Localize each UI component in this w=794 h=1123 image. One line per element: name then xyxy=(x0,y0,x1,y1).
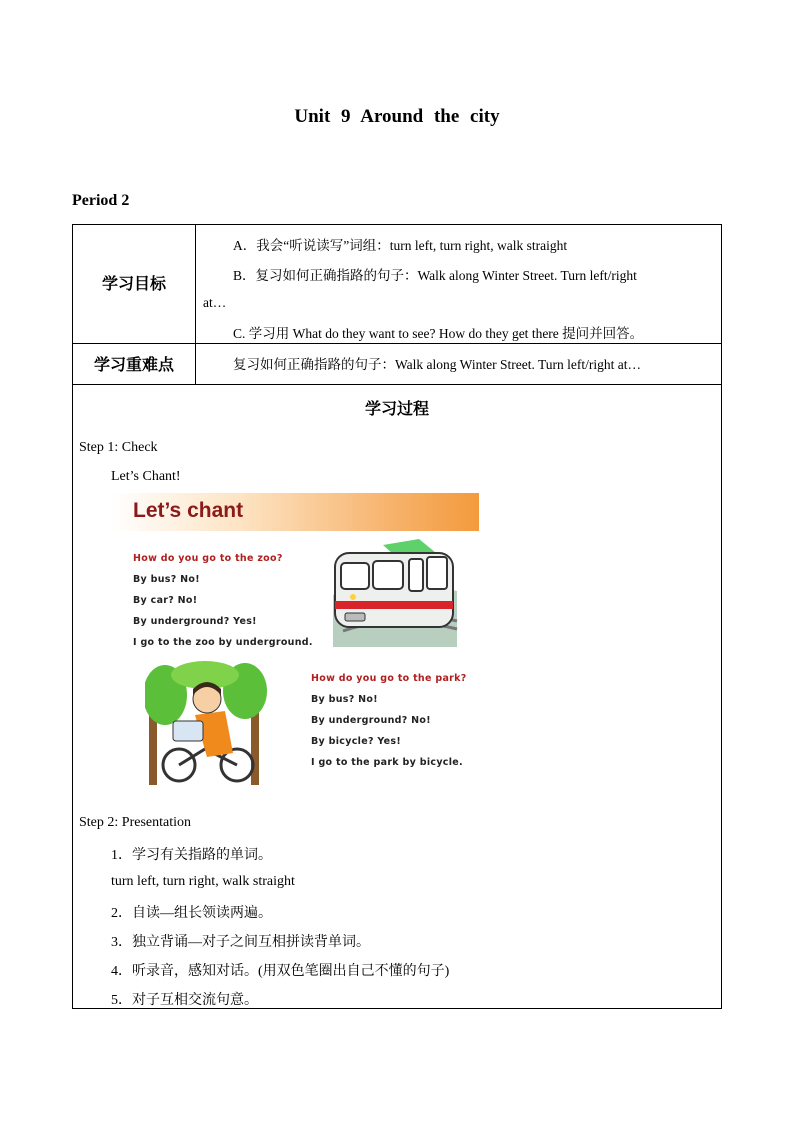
page-title: Unit 9 Around the city xyxy=(294,106,500,127)
chant-line: By bus? No! xyxy=(311,694,378,705)
chant-line: By bus? No! xyxy=(133,574,200,585)
step2-item: 1．学习有关指路的单词。 xyxy=(111,848,272,863)
key-points-text: 复习如何正确指路的句子：Walk along Winter Street. Turn left/right at… xyxy=(233,357,641,372)
chant-line: How do you go to the park? xyxy=(311,673,467,684)
key-points-label: 学习重难点 xyxy=(93,355,174,374)
step1-title: Step 1: Check xyxy=(79,440,158,455)
period-label: Period 2 xyxy=(72,192,130,209)
lesson-table xyxy=(72,224,722,1009)
column-divider xyxy=(195,225,196,384)
bicycle-girl-illustration xyxy=(145,661,267,785)
chant-line: By underground? Yes! xyxy=(133,616,257,627)
objective-b-cont: at… xyxy=(203,295,227,310)
objective-b: B．复习如何正确指路的句子：Walk along Winter Street. Turn left/right xyxy=(233,268,637,283)
chant-line: I go to the zoo by underground. xyxy=(133,637,313,648)
step1-subtitle: Let’s Chant! xyxy=(111,469,181,484)
chant-line: How do you go to the zoo? xyxy=(133,553,283,564)
row-divider xyxy=(73,343,721,344)
step2-words: turn left, turn right, walk straight xyxy=(111,874,295,889)
step2-item: 2．自读—组长领读两遍。 xyxy=(111,906,272,921)
step2-item: 4．听录音，感知对话。(用双色笔圈出自己不懂的句子) xyxy=(111,964,450,979)
objective-c: C. 学习用 What do they want to see? How do they get there 提问并回答。 xyxy=(233,326,644,341)
objective-a: A．我会“听说读写”词组：turn left, turn right, walk straight xyxy=(233,238,568,253)
chant-line: By underground? No! xyxy=(311,715,431,726)
row-divider xyxy=(73,384,721,385)
chant-line: By bicycle? Yes! xyxy=(311,736,402,747)
step2-item: 3．独立背诵—对子之间互相拼读背单词。 xyxy=(111,935,370,950)
chant-banner-title: Let’s chant xyxy=(133,499,244,522)
process-heading: 学习过程 xyxy=(364,399,429,418)
train-illustration xyxy=(323,535,459,647)
step2-title: Step 2: Presentation xyxy=(79,815,191,830)
objectives-label: 学习目标 xyxy=(101,274,166,293)
chant-image xyxy=(111,493,481,793)
chant-line: By car? No! xyxy=(133,595,198,606)
step2-item: 5．对子互相交流句意。 xyxy=(111,993,258,1008)
chant-line: I go to the park by bicycle. xyxy=(311,757,463,768)
